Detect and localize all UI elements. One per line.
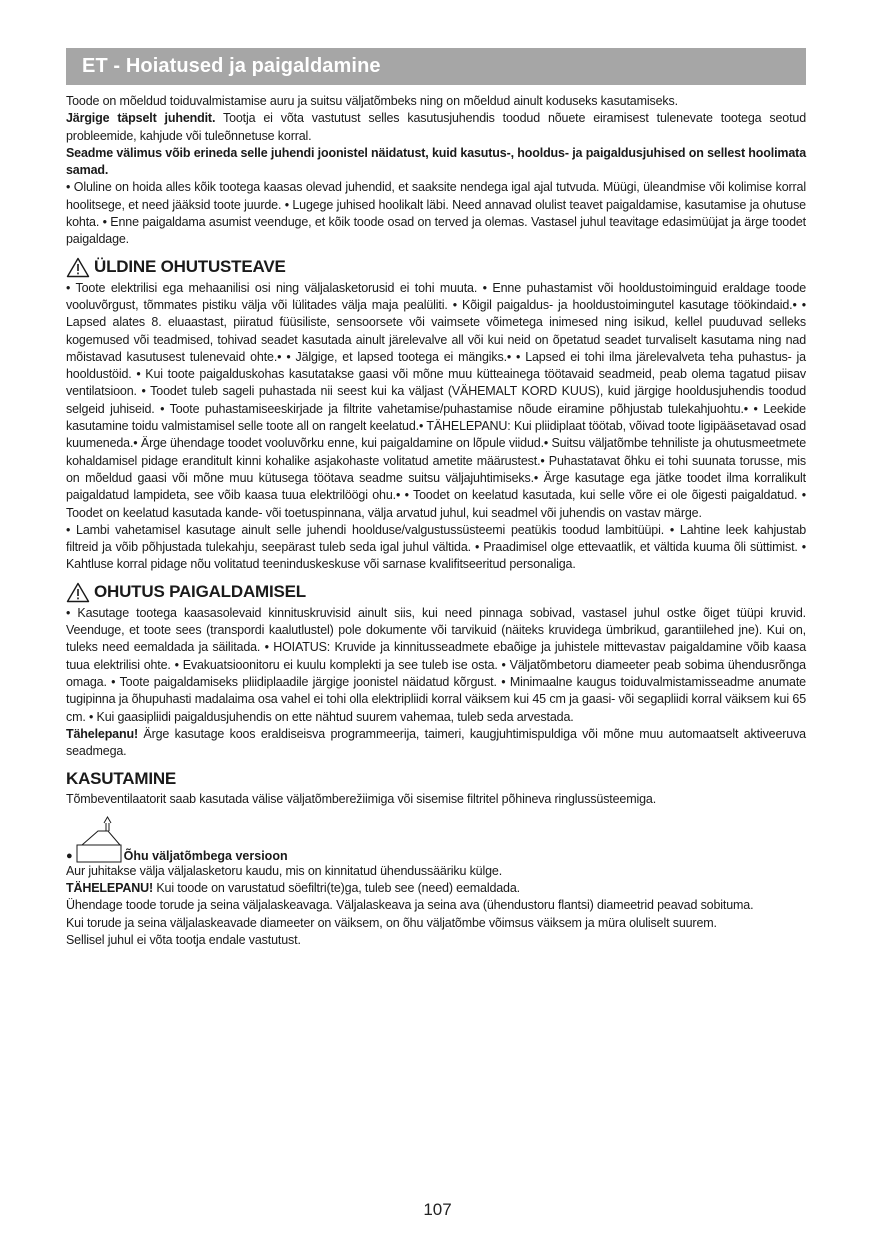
- section-heading-text: KASUTAMINE: [66, 769, 177, 789]
- section-heading-installation-safety: [66, 582, 806, 603]
- manual-page: [66, 48, 806, 949]
- general-safety-paragraph-1: • Toote elektrilisi ega mehaanilisi osi ning väljalasketorusid ei tohi muuta. • Enne puhastamist või hooldustoiminguid eraldage toode vooluvõrgust, tõmmates pistiku välja või lülitades välja maja pealüliti. • Kõigil paigaldus- ja hooldustoimingutel kasutage töökindaid.• • Lapsed alates 8. eluaastast, piiratud füüsiliste, sensoorsete või vaimsete võimetega inimesed ning isikud, kellel puuduvad selleks kogemused või teadmised, tohivad seadet kasutada ainult järelevalve all või kui neid on õpetatud seadet turvaliselt kasutama ning nad mõistavad kasutusest tulenevaid ohte.• • Jälgige, et lapsed tootega ei mängiks.• • Lapsed ei tohi ilma järelevalveta teha puhastus- ja hooldustöid. • Kui toote paigalduskohas kasutatakse gaasi või mõne muu kütteainega töötavaid seadmeid, peab olema tagatud piisav ventilatsioon. • Toodet tuleb sageli puhastada nii seest kui ka väljast (VÄHEMALT KORD KUUS), kuid järgige hooldusjuhendis toodud selgeid juhiseid. • Toote puhastamiseeskirjade ja filtrite vahetamise/puhastamise nõude eiramine põhjustab tulekahjuohtu.• • Leekide kasutamine toidu valmistamisel selle toote all on rangelt keelatud.• TÄHELEPANU: Kui pliidiplaat töötab, võivad toote ligipääsetavad osad kuumeneda.• Ärge ühendage toodet vooluvõrku enne, kui paigaldamine on lõpule viidud.• Suitsu väljatõmbe tehniliste ja ohutusmeetmete kohaldamisel pidage eranditult kinni kohalike asjakohaste volitatud ametite määrustest.• Puhastatavat õhku ei tohi suunata torusse, mis on mõeldud gaasi või mõne muu kütusega töötava seadme suitsu väljajuhtimiseks.• Ärge kasutage ega jätke toodet ilma korralikult paigaldatud lampideta, see võib kaasa tuua elektrilöögi ohu.• • Toodet on keelatud kasutada, kui selle võre ei ole õigesti paigaldatud. • Toodet on keelatud kasutada kande- või toetuspinnana, välja arvatud juhul, kui seadmel või juhendis on vastav märge.: [66, 280, 806, 520]
- section-heading-general-safety: [66, 257, 806, 278]
- notice-text: Kui toode on varustatud söefiltri(te)ga, tuleb see (need) eemaldada.: [153, 880, 520, 895]
- intro-paragraph-4: • Oluline on hoida alles kõik tootega kaasas olevad juhendid, et saaksite nendega igal ajal tutvuda. Müügi, üleandmise või kolimise korral hoolitsege, et need jääksid toote juurde. • Lugege juhised hoolikalt läbi. Need annavad olulist teavet paigaldamise, kasutamise ja ohutuse kohta. • Enne paigaldama asumist veenduge, et kõik toode osad on terved ja olemas. Vastasel juhul teavitage edasimüüjat ja ärge toodet paigaldage.: [66, 180, 806, 247]
- intro-paragraph-3: Seadme välimus võib erineda selle juhendi joonistel näidatust, kuid kasutus-, hooldus- ja paigaldusjuhised on sellest hoolimata samad.: [66, 145, 806, 178]
- usage-paragraph-1: Tõmbeventilaatorit saab kasutada välise väljatõmberežiimiga või sisemise filtritel põhineva ringlussüsteemiga.: [66, 792, 657, 807]
- installation-safety-paragraph-1: • Kasutage tootega kaasasolevaid kinnituskruvisid ainult siis, kui need pinnaga sobivad, vastasel juhul ostke õiget tüüpi kruvid. Veenduge, et toote sees (transpordi kaalutlustel) pole dokumente või tarvikuid (näiteks kruvidega ümbrikud, garantiilehed jne). Kui on, tuleks need eemaldada ja säilitada. • HOIATUS: Kruvide ja kinnitusseadmete ebaõige ja juhistele mittevastav paigaldamine võib kaasa tuua elektrilisi ohte. • Evakuatsioonitoru ei kuulu komplekti ja see tuleb ise osta. • Väljatõmbetoru diameeter peab sobima ühendusrõnga omaga. • Toote paigaldamiseks pliidiplaadile järgige joonistel näidatud kõrgust. • Minimaalne kaugus toiduvalmistamisseadme anumate tugipinna ja õhupuhasti madalaima osa vahel ei tohi olla elektripliidi korral väiksem kui 45 cm ja gaasi- või segapliidi korral väiksem kui 65 cm. • Kui gaasipliidi paigaldusjuhendis on ette nähtud suurem vahemaa, tuleb seda arvestada.: [66, 605, 806, 724]
- usage-paragraph-6: Sellisel juhul ei võta tootja endale vastutust.: [66, 932, 301, 947]
- usage-paragraph-3: [66, 880, 806, 897]
- intro-paragraph-2-text: Tootja ei võta vastutust selles kasutusjuhendis toodud nõuete eiramisest tulenevate tootega seotud probleemide, kahjude või tuleõnnetuse korral.: [66, 111, 806, 143]
- extraction-hood-icon: [76, 815, 122, 863]
- section-heading-text: OHUTUS PAIGALDAMISEL: [94, 582, 306, 602]
- version-label: Õhu väljatõmbega versioon: [123, 848, 288, 863]
- section-heading-text: ÜLDINE OHUTUSTEAVE: [94, 257, 286, 277]
- usage-paragraph-4: Ühendage toode torude ja seina väljalaskeavaga. Väljalaskeava ja seina ava (ühendustoru flantsi) diameetrid peavad sobituma.: [66, 898, 754, 913]
- warning-triangle-icon: [66, 257, 90, 278]
- bullet: ●: [66, 849, 73, 862]
- intro-paragraph-1: Toode on mõeldud toiduvalmistamise auru ja suitsu väljatõmbeks ning on mõeldud ainult koduseks kasutamiseks.: [66, 94, 678, 108]
- page-title: ET - Hoiatused ja paigaldamine: [82, 55, 381, 77]
- general-safety-paragraph-2: • Lambi vahetamisel kasutage ainult selle juhendi hoolduse/valgustussüsteemi peatükis toodud lambitüüpi. • Lahtine leek kahjustab filtreid ja võib põhjustada tulekahju, seepärast tuleb seda igal juhul vältida. • Praadimisel olge ettevaatlik, et vältida kuuma õli süttimist. • Kahtluse korral pidage nõu volitatud teeninduskeskuse või sarnase kvalifitseeritud personaliga.: [66, 522, 806, 572]
- extraction-version-row: [66, 815, 806, 863]
- attention-text: Ärge kasutage koos eraldiseisva programmeerija, taimeri, kaugjuhtimispuldiga või mõne muu automaatselt aktiveeruva seadmega.: [66, 726, 806, 759]
- notice-label: TÄHELEPANU!: [66, 880, 154, 895]
- usage-paragraph-5: Kui torude ja seina väljalaskeavade diameeter on väiksem, on õhu väljatõmbe võimsus väiksem ja müra oluliselt suurem.: [66, 915, 717, 930]
- usage-paragraph-2: Aur juhitakse välja väljalasketoru kaudu, mis on kinnitatud ühendussääriku külge.: [66, 863, 503, 878]
- intro-emphasis: Järgige täpselt juhendit.: [66, 111, 216, 126]
- page-number: 107: [423, 1200, 452, 1219]
- installation-safety-paragraph-2: [66, 726, 806, 761]
- attention-label: Tähelepanu!: [66, 726, 138, 741]
- section-heading-usage: [66, 769, 806, 789]
- section-title-bar: [66, 48, 806, 85]
- warning-triangle-icon: [66, 582, 90, 603]
- intro-paragraph-2: [66, 110, 806, 145]
